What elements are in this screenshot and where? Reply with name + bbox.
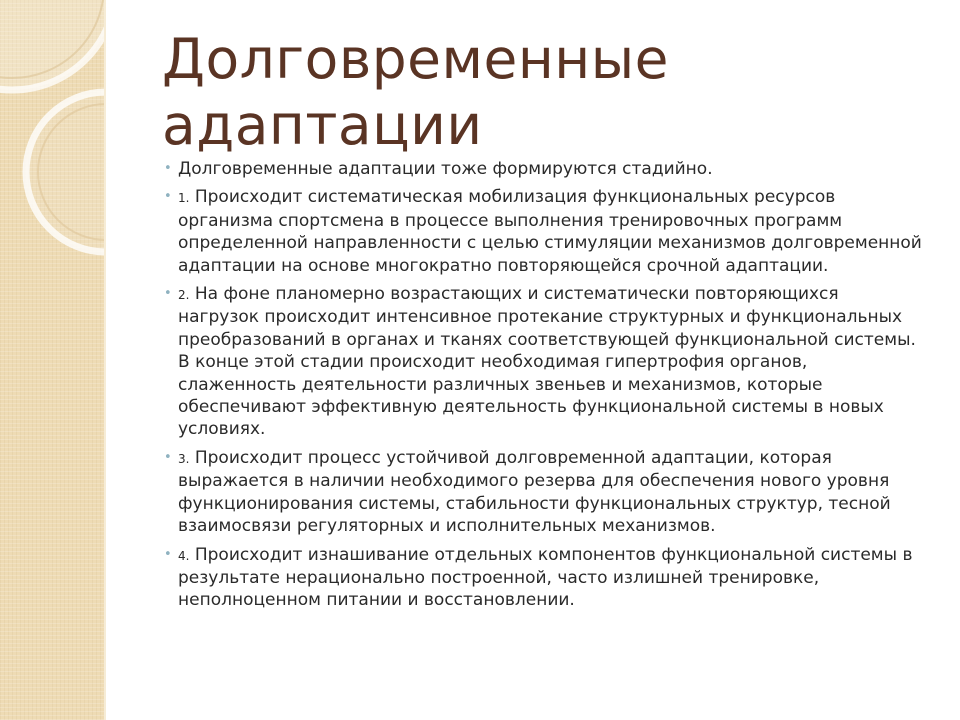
bullet-text: Происходит изнашивание отдельных компонентов функциональной системы в результате нерационально построенной, часто излишней тренировке, неполноценном питании и восстановлении. <box>178 544 913 611</box>
item-number: 3. <box>178 451 190 466</box>
bullet-item <box>162 186 922 277</box>
item-number: 4. <box>178 548 190 563</box>
bullet-list <box>162 158 922 618</box>
item-number: 1. <box>178 191 190 206</box>
bullet-item <box>162 283 922 441</box>
item-number: 2. <box>178 288 190 303</box>
panel-edge-line <box>104 0 106 720</box>
decorative-side-panel <box>0 0 106 720</box>
bullet-text: Происходит процесс устойчивой долговременной адаптации, которая выражается в наличии необходимого резерва для обеспечения нового уровня функционирования системы, стабильности функциональных структур, тесной взаимосвязи регуляторных и исполнительных механизмов. <box>178 447 891 537</box>
bullet-icon: • <box>164 449 172 465</box>
bullet-item <box>162 447 922 538</box>
decorative-circle-top <box>0 0 106 90</box>
decorative-circles-graphic <box>0 0 106 720</box>
bullet-icon: • <box>164 189 172 205</box>
bullet-text: Происходит систематическая мобилизация функциональных ресурсов организма спортсмена в процессе выполнения тренировочных программ определенной направленности с целью стимуляции механизмов долговременной адаптации на основе многократно повторяющейся срочной адаптации. <box>178 187 922 276</box>
bullet-icon: • <box>164 286 172 302</box>
slide-title: Долговременные адаптации <box>162 27 669 157</box>
bullet-item <box>162 158 922 180</box>
bullet-icon: • <box>164 546 172 562</box>
bullet-icon: • <box>164 161 172 176</box>
bullet-text: На фоне планомерно возрастающих и систематически повторяющихся нагрузок происходит интенсивное протекание структурных и функциональных преобразований в органах и тканях соответствующей функциональной системы. В конце этой стадии происходит необходимая гипертрофия органов, слаженность деятельности различных звеньев и механизмов, которые обеспечивают эффективную деятельность функциональной системы в новых условиях. <box>178 284 916 440</box>
bullet-text: Долговременные адаптации тоже формируются стадийно. <box>178 159 713 179</box>
bullet-item <box>162 544 922 612</box>
